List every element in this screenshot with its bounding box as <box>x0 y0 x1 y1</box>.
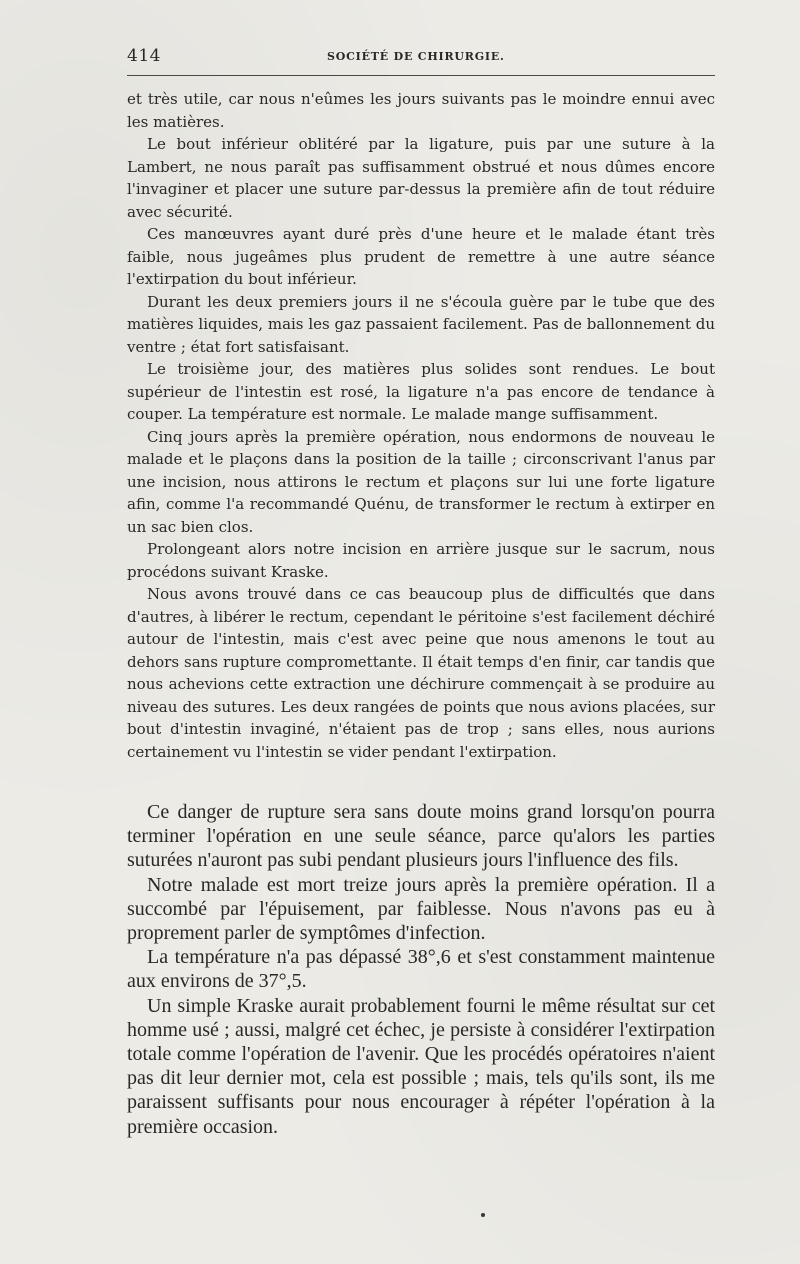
ink-speck <box>481 1213 485 1217</box>
paragraph: et très utile, car nous n'eûmes les jours suivants pas le moindre ennui avec les matières. <box>127 90 715 131</box>
paragraph: Un simple Kraske aurait probablement fourni le même résultat sur cet homme usé ; aussi, malgré cet échec, je persiste à considérer l'extirpation totale comme l'opération de l'avenir. Que les procédés opératoires n'aient pas dit leur dernier mot, cela est possible ; mais, tels qu'ils sont, ils me paraissent suffisants pour nous encourager à répéter l'opération à la première occasion. <box>127 994 715 1138</box>
page-number: 414 <box>127 46 161 66</box>
paragraph: Prolongeant alors notre incision en arrière jusque sur le sacrum, nous procédons suivant Kraske. <box>127 540 715 581</box>
paragraph: Le troisième jour, des matières plus solides sont rendues. Le bout supérieur de l'intestin est rosé, la ligature n'a pas encore de tendance à couper. La température est normale. Le malade mange suffisamment. <box>127 360 715 423</box>
large-print-section <box>127 800 715 1139</box>
running-head: SOCIÉTÉ DE CHIRURGIE. <box>327 50 505 63</box>
paragraph: Ces manœuvres ayant duré près d'une heure et le malade étant très faible, nous jugeâmes plus prudent de remettre à une autre séance l'extirpation du bout inférieur. <box>127 225 715 288</box>
page-header <box>127 44 715 74</box>
paragraph: Le bout inférieur oblitéré par la ligature, puis par une suture à la Lambert, ne nous paraît pas suffisamment obstrué et nous dûmes encore l'invaginer et placer une suture par-dessus la première afin de tout réduire avec sécurité. <box>127 135 715 221</box>
paragraph: Notre malade est mort treize jours après la première opération. Il a succombé par l'épuisement, par faiblesse. Nous n'avons pas eu à proprement parler de symptômes d'infection. <box>127 873 715 945</box>
paragraph: Nous avons trouvé dans ce cas beaucoup plus de difficultés que dans d'autres, à libérer le rectum, cependant le péritoine s'est facilement déchiré autour de l'intestin, mais c'est avec peine que nous amenons le tout au dehors sans rupture compromettante. Il était temps d'en finir, car tandis que nous achevions cette extraction une déchirure commençait à se produire au niveau des sutures. Les deux rangées de points que nous avions placées, sur bout d'intestin invaginé, n'étaient pas de trop ; sans elles, nous aurions certainement vu l'intestin se vider pendant l'extirpation. <box>127 585 715 761</box>
paragraph: Durant les deux premiers jours il ne s'écoula guère par le tube que des matières liquides, mais les gaz passaient facilement. Pas de ballonnement du ventre ; état fort satisfaisant. <box>127 292 715 356</box>
paragraph: La température n'a pas dépassé 38°,6 et s'est constamment maintenue aux environs de 37°,5. <box>127 946 715 993</box>
paragraph: Cinq jours après la première opération, nous endormons de nouveau le malade et le plaçons dans la position de la taille ; circonscrivant l'anus par une incision, nous attirons le rectum et plaçons sur lui une forte ligature afin, comme l'a recommandé Quénu, de transformer le rectum à extirper en un sac bien clos. <box>127 427 715 536</box>
paragraph: Ce danger de rupture sera sans doute moins grand lorsqu'on pourra terminer l'opération en une seule séance, parce qu'alors les parties suturées n'auront pas subi pendant plusieurs jours l'influence des fils. <box>127 801 715 872</box>
small-print-section <box>127 88 715 763</box>
header-rule <box>127 75 715 76</box>
